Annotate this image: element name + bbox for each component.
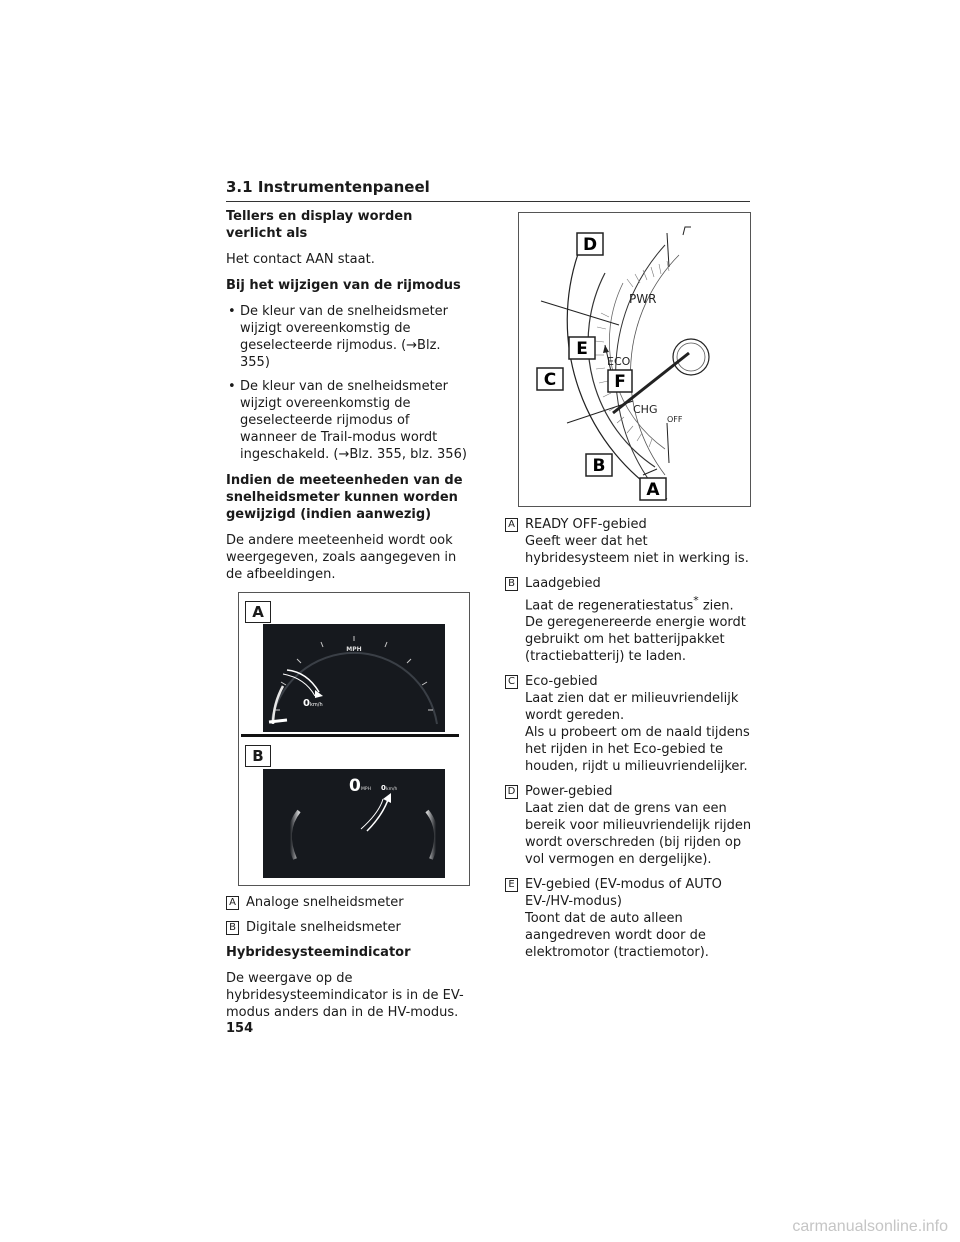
heading-units: Indien de meeteenheden van de snelheidsmeter kunnen worden gewijzigd (indien aanwezig) <box>226 473 463 522</box>
legend-letter-box: D <box>505 785 518 799</box>
legend-item-e <box>505 876 755 961</box>
para-contact: Het contact AAN staat. <box>226 252 375 267</box>
legend-body: Laat zien dat de grens van een bereik voor milieuvriendelijk rijden wordt overschreden (bij rijden op vol vermogen en dergelijke). <box>525 801 752 868</box>
gauge-label-f: F <box>614 372 626 392</box>
section-number: 3.1 <box>226 178 253 196</box>
legend-item-c <box>505 673 755 775</box>
page-number: 154 <box>226 1021 254 1036</box>
gauge-label-e: E <box>576 339 588 359</box>
section-title: Instrumentenpaneel <box>257 178 430 196</box>
analog-speed-value: 0 <box>303 698 310 709</box>
legend-body-extra: Als u probeert om de naald tijdens het rijden in het Eco-gebied te houden, rijdt u milieuvriendelijker. <box>525 725 750 775</box>
caption-letter-box: A <box>226 896 239 910</box>
gauge-label-d: D <box>582 235 598 255</box>
digital-speed-alt: 0 <box>381 784 386 792</box>
legend-title: READY OFF-gebied <box>525 517 647 532</box>
left-column <box>226 208 470 1030</box>
speedometer-figure <box>238 592 470 886</box>
legend-item-d <box>505 783 755 868</box>
digital-unit-alt: km/h <box>386 787 398 792</box>
digital-speedometer-screen <box>263 769 445 878</box>
off-zone-label: OFF <box>667 415 683 424</box>
legend-item-a <box>505 516 755 567</box>
figure-label-a: A <box>245 601 271 623</box>
caption-text: Digitale snelheidsmeter <box>246 920 401 935</box>
legend-letter-box: C <box>505 675 518 689</box>
legend-title: Eco-gebied <box>525 674 598 690</box>
legend-title: EV-gebied (EV-modus of AUTO EV-/HV-modus) <box>525 877 722 910</box>
heading-hybrid-indicator: Hybridesysteemindicator <box>226 945 411 960</box>
heading-lighting: Tellers en display worden verlicht als <box>226 209 413 241</box>
para-units: De andere meeteenheid wordt ook weergegeven, zoals aangegeven in de afbeeldingen. <box>226 533 457 582</box>
legend-body: Laat zien dat er milieuvriendelijk wordt gereden. <box>525 691 739 724</box>
hybrid-indicator-figure <box>518 212 751 507</box>
analog-gauge-graphic <box>263 624 445 732</box>
heading-drive-mode: Bij het wijzigen van de rijmodus <box>226 278 461 293</box>
legend-body-pre: Laat de regeneratiestatus <box>525 598 694 614</box>
eco-zone-label: ECO <box>607 355 631 368</box>
para-hybrid-indicator: De weergave op de hybridesysteemindicator is in de EV-modus anders dan in de HV-modus. <box>226 971 464 1020</box>
gauge-label-b: B <box>592 456 606 476</box>
caption-letter-box: B <box>226 921 239 935</box>
figure-divider <box>241 734 459 737</box>
digital-gauge-graphic <box>263 769 445 878</box>
watermark: carmanualsonline.info <box>792 1218 948 1235</box>
legend-letter-box: B <box>505 577 518 591</box>
hybrid-indicator-graphic <box>519 213 750 506</box>
legend-title: Power-gebied <box>525 784 613 800</box>
gauge-label-a: A <box>646 480 660 500</box>
pwr-zone-label: PWR <box>629 292 657 306</box>
digital-speed-value: 0 <box>349 776 361 796</box>
analog-unit-top: MPH <box>346 646 362 653</box>
legend-letter-box: E <box>505 878 518 892</box>
legend-item-b <box>505 575 755 665</box>
chg-zone-label: CHG <box>633 403 658 416</box>
legend-letter-box: A <box>505 518 518 532</box>
legend-title: Laadgebied <box>525 576 601 591</box>
right-column <box>505 516 755 969</box>
caption-text: Analoge snelheidsmeter <box>246 895 404 910</box>
analog-speedometer-screen <box>263 624 445 732</box>
analog-speed-unit: km/h <box>310 702 323 708</box>
bullet-item: • De kleur van de snelheidsmeter wijzigt overeenkomstig de geselecteerde rijmodus of wanneer de Trail-modus wordt ingeschakeld. (→Blz. 355, blz. 356) <box>226 378 470 463</box>
digital-unit-main: MPH <box>361 787 371 792</box>
legend-body: Geeft weer dat het hybridesysteem niet in werking is. <box>525 534 749 566</box>
legend-body <box>525 592 755 665</box>
caption-b <box>226 919 470 936</box>
legend-body-post: zien. De geregenereerde energie wordt gebruikt om het batterijpakket (tractiebatterij) te laden. <box>525 598 746 665</box>
section-header <box>226 178 750 202</box>
gauge-label-c: C <box>543 370 557 390</box>
caption-a <box>226 894 470 911</box>
bullet-item: • De kleur van de snelheidsmeter wijzigt overeenkomstig de geselecteerde rijmodus. (→Blz. 355) <box>226 303 470 371</box>
legend-body: Toont dat de auto alleen aangedreven wordt door de elektromotor (tractiemotor). <box>525 911 709 961</box>
figure-label-b: B <box>245 745 271 767</box>
bullet-list <box>226 303 470 463</box>
footnote-star: * <box>693 594 699 607</box>
